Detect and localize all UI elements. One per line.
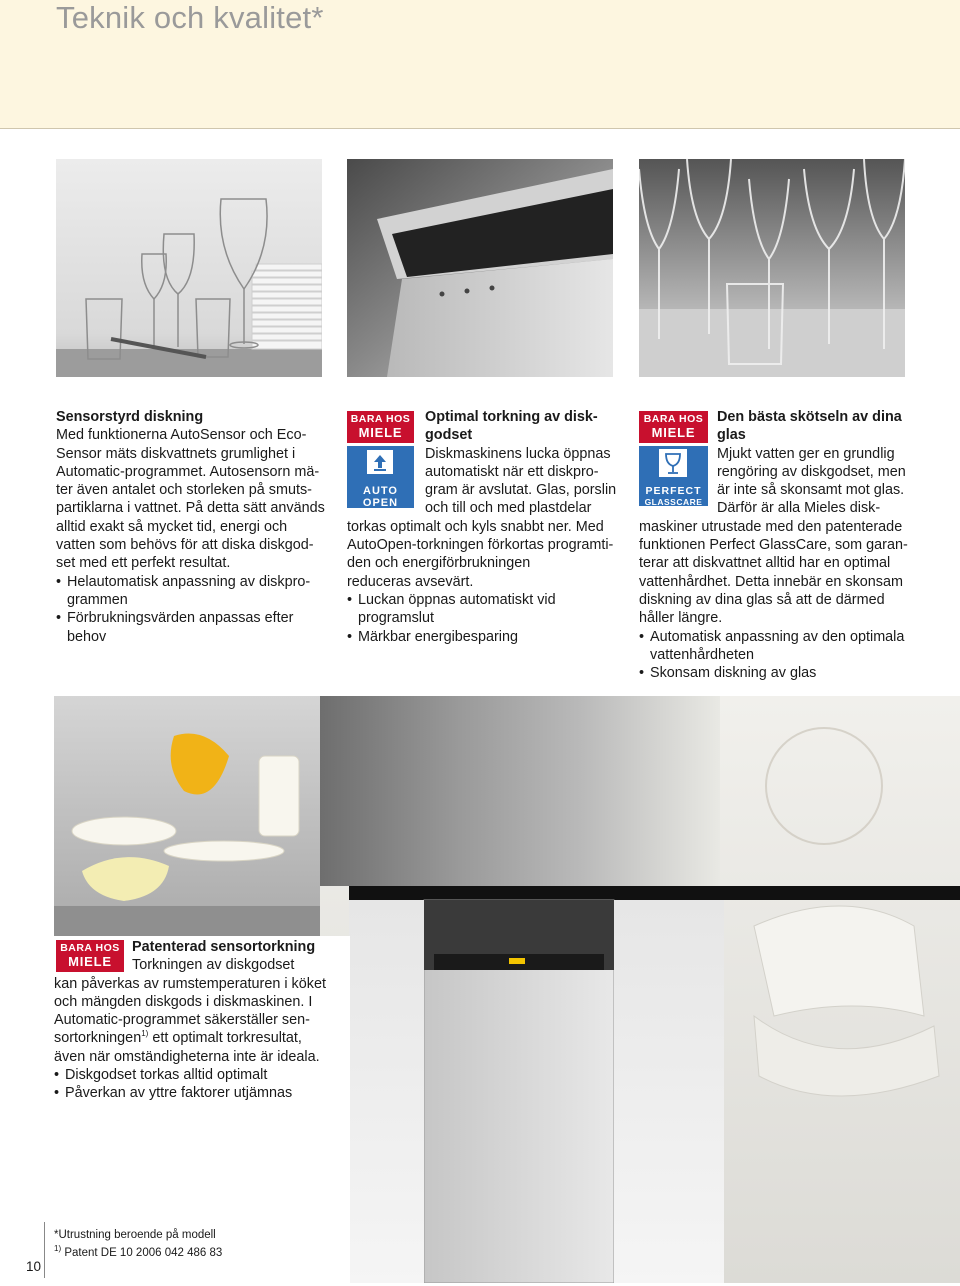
text-line: torkas optimalt och kyls snabbt ner. Med [347,518,604,535]
photo-glasses-and-plates [56,159,322,377]
text-line: Med funktionerna AutoSensor och Eco- [56,427,307,444]
text-line: partiklarna i vattnet. På detta sätt används [56,500,325,517]
list-item: • Helautomatisk anpassning av diskpro- grammen [56,573,326,610]
text-line: kan påverkas av rumstemperaturen i köket [54,975,326,992]
bara-hos-miele-badge: BARA HOS MIELE [56,940,124,972]
heading-sensor-washing: Sensorstyrd diskning [56,409,204,425]
text-line: Torkningen av diskgodset [132,957,295,974]
photo-wine-glasses [639,159,905,377]
heading-auto-open-cont: godset [425,427,473,444]
list-item: • Förbrukningsvärden anpassas efter behov [56,609,326,646]
text-line: och till och med plastdelar [425,500,592,517]
text-line: Sensor mäts diskvattnets grumlighet i [56,445,296,462]
heading-auto-open: Optimal torkning av disk- [425,409,598,425]
column-perfect-glasscare [639,408,929,682]
perfect-glasscare-icon: PERFECT GLASSCARE [639,446,708,506]
column-auto-open [347,408,622,646]
list-item: • Diskgodset torkas alltid optimalt [54,1066,344,1084]
bullet-list [347,591,622,646]
list-item: • Märkbar energibesparing [347,628,622,646]
text-line: håller längre. [639,610,723,627]
text-line: Därför är alla Mieles disk- [717,500,881,517]
list-item: • Påverkan av yttre faktorer utjämnas [54,1084,344,1102]
text-line: alltid exakt så mycket tid, energi och [56,518,288,535]
text-line: reduceras avsevärt. [347,573,474,590]
bullet-list [639,628,929,683]
footer-divider [44,1222,45,1278]
text-line: vatten som behövs för att diska diskgod- [56,537,314,554]
text-line: Automatic-programmet. Autosensorn mä- [56,463,320,480]
text-line: vattenhårdhet. Detta innebär en skonsam [639,573,903,590]
text-line: diskning av dina glas så att de därmed [639,591,885,608]
text-line: maskiner utrustade med den patenterade [639,518,903,535]
text-line: och mängden diskgods i diskmaskinen. I [54,993,313,1010]
text-line: funktionen Perfect GlassCare, som garan- [639,537,908,554]
text-line: gram är avslutat. Glas, porslin [425,482,617,499]
text-line: Mjukt vatten ger en grundlig [717,445,895,462]
footnotes [54,1226,222,1262]
footnote-patent: $^{1)}$ Patent DE 10 2006 042 486 83 [54,1244,223,1259]
column-sensor-drying [54,938,344,1103]
bara-hos-miele-badge: BARA HOS MIELE [347,411,414,443]
auto-open-icon: AUTO OPEN [347,446,414,508]
heading-glasscare: Den bästa skötseln av dina [717,409,902,425]
text-line: terar att diskvattnet alltid har en optimal [639,555,891,572]
heading-glasscare-cont: glas [717,427,746,444]
footnote-model: *Utrustning beroende på modell [54,1229,216,1241]
page-header [0,0,960,129]
text-line: rengöring av diskgodset, men [717,463,906,480]
text-line: är inte så skonsamt mot glas. [717,482,905,499]
text-line: automatiskt när ett diskpro- [425,463,599,480]
text-line: även när omständigheterna inte är ideala. [54,1048,320,1065]
bullet-list [54,1066,344,1103]
text-line: Diskmaskinens lucka öppnas [425,445,611,462]
text-line: den och energiförbrukningen [347,555,531,572]
text-line: AutoOpen-torkningen förkortas programti- [347,537,614,554]
list-item: • Automatisk anpassning av den optimala vattenhårdheten [639,628,929,665]
text-line: ter även antalet och storleken på smuts- [56,482,312,499]
page-number: 10 [26,1259,42,1274]
column-sensor-washing [56,408,326,646]
list-item: • Skonsam diskning av glas [639,664,929,682]
heading-sensor-drying: Patenterad sensortorkning [132,939,316,955]
text-line: sortorkningen$^{1)}$ ett optimalt torkresultat, [54,1029,302,1047]
page-title: Teknik och kvalitet* [56,0,324,35]
text-line: set med ett perfekt resultat. [56,555,231,572]
photo-dishwasher-panel [347,159,613,377]
bara-hos-miele-badge: BARA HOS MIELE [639,411,708,443]
bullet-list [56,573,326,646]
text-line: Automatic-programmet säkerställer sen- [54,1012,310,1029]
list-item: • Luckan öppnas automatiskt vid programslut [347,591,622,628]
